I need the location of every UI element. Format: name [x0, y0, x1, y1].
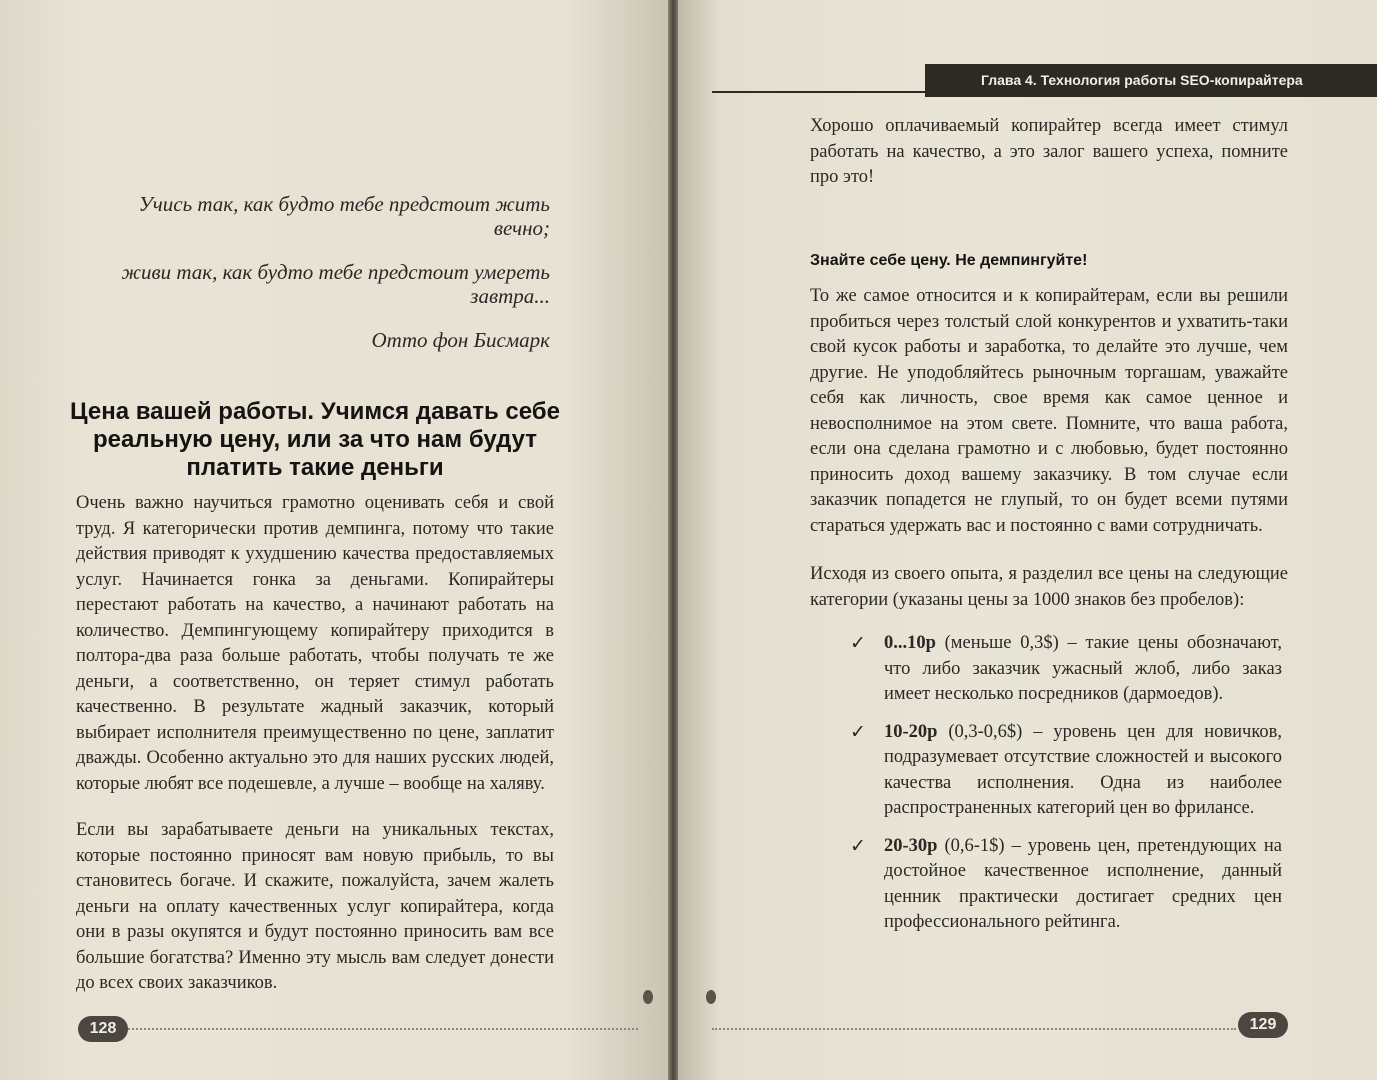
- page-number-right: 129: [1238, 1012, 1288, 1038]
- right-paragraph-3: Исходя из своего опыта, я разделил все цены на следующие категории (указаны цены за 1000 знаков без пробелов):: [810, 564, 1288, 610]
- check-icon: ✓: [850, 632, 866, 654]
- price-range: 10-20р: [884, 721, 938, 742]
- footer-dotted-rule: [712, 1028, 1236, 1030]
- epigraph-line-1: Учись так, как будто тебе предстоит жить вечно;: [138, 192, 550, 240]
- right-paragraph-1: Хорошо оплачиваемый копирайтер всегда имеет стимул работать на качество, а это залог вашего успеха, помните про это!: [810, 116, 1288, 187]
- footer-drop-ornament: [706, 990, 716, 1004]
- price-description: (0,3-0,6$) – уровень цен для новичков, подразумевает отсутствие сложностей и высокого качества исполнения. Одна из наиболее распространенных категорий цен во фрилансе.: [884, 721, 1282, 818]
- price-description: (меньше 0,3$) – такие цены обозначают, что либо заказчик ужасный жлоб, либо заказ имеет несколько посредников (дармоедов).: [884, 633, 1282, 704]
- header-rule: [712, 91, 926, 93]
- book-gutter: [668, 0, 678, 1080]
- epigraph: [90, 192, 550, 372]
- left-paragraph-2: Если вы зарабатываете деньги на уникальных текстах, которые постоянно приносят вам новую прибыль, то вы становитесь богаче. И скажите, пожалуйста, зачем жалеть деньги на оплату качественных услуг копирайтера, когда они в разы окупятся и будут постоянно приносить вам все большие богатства? Именно эту мысль вам следует донести до всех своих заказчиков.: [76, 820, 554, 993]
- subheading: Знайте себе цену. Не демпингуйте!: [810, 252, 1088, 269]
- price-list: [850, 631, 1282, 948]
- section-title: Цена вашей работы. Учимся давать себе реальную цену, или за что нам будут платить такие деньги: [70, 398, 560, 481]
- right-paragraph-2: То же самое относится и к копирайтерам, если вы решили пробиться через толстый слой конкурентов и ухватить-таки свой кусок работы и заработка, то делайте это лучше, чем другие. Не уподобляйтесь рыночным торгашам, уважайте себя как личность, свое время как самое ценное и невосполнимое на этом свете. Помните, что ваша работа, если она сделана грамотно и с любовью, будет постоянно приносить доход вашему заказчику. В том случае если заказчик попадется не глупый, то он будет всеми путями стараться удержать вас и постоянно с вами сотрудничать.: [810, 286, 1288, 536]
- left-paragraph-1: Очень важно научиться грамотно оценивать себя и свой труд. Я категорически против демпинга, потому что такие действия приводят к ухудшению качества предоставляемых услуг. Начинается гонка за деньгами. Копирайтеры перестают работать на качество, а начинают работать на количество. Демпингующему копирайтеру приходится в полтора-два раза больше работать, чтобы получать те же деньги, а соответственно, он теряет стимул работать качественно. В результате жадный заказчик, который выбирает исполнителя преимущественно по цене, заплатит дважды. Особенно актуально это для наших русских людей, которые любят все подешевле, а лучше – вообще на халяву.: [76, 493, 554, 794]
- footer-dotted-rule: [128, 1028, 638, 1030]
- list-item: [850, 720, 1282, 822]
- left-page: [0, 0, 668, 1080]
- footer-drop-ornament: [643, 990, 653, 1004]
- check-icon: ✓: [850, 720, 866, 743]
- price-range: 20-30р: [884, 835, 938, 856]
- list-item: [850, 631, 1282, 708]
- epigraph-author: Отто фон Бисмарк: [371, 328, 550, 352]
- running-header: Глава 4. Технология работы SEO-копирайтера: [925, 64, 1377, 97]
- price-description: (0,6-1$) – уровень цен, претендующих на достойное качественное исполнение, данный ценник практически достигает средних цен профессионального рейтинга.: [884, 835, 1282, 932]
- list-item: [850, 834, 1282, 936]
- check-icon: ✓: [850, 834, 866, 857]
- page-number-left: 128: [78, 1016, 128, 1042]
- epigraph-line-2: живи так, как будто тебе предстоит умереть завтра...: [121, 260, 550, 308]
- price-range: 0...10р: [884, 633, 936, 653]
